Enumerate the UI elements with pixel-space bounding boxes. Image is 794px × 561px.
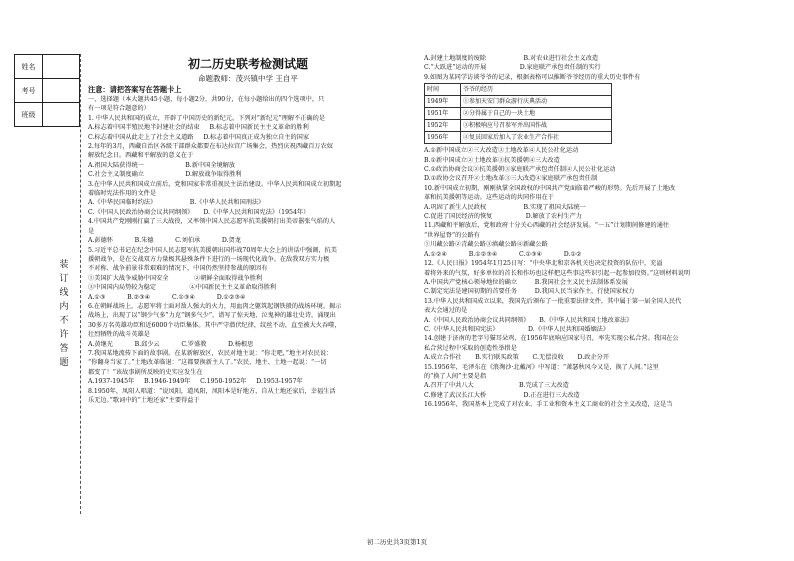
table-row <box>425 120 612 132</box>
field-label-name: 姓名 <box>15 55 43 79</box>
text-line: A.①③ B.②③④ C.①③④ D.①②③④ <box>88 293 246 301</box>
table-header-row <box>425 84 612 96</box>
text-line: C.标志着中国从此走上了社会主义道路 D.标志着中国真正成为独立自主的国家 <box>88 133 310 141</box>
text-line: 着将外来的气氛，好多单位的首长和作坊也这样把这些事这些识引起一起参加投资。”这则材料说明 <box>424 269 691 277</box>
text-line: 30多万名英雄功臣和近6000个功臣集体。其中严守潜伏纪律，纹丝不动，直至被大火吞噬， <box>88 321 341 329</box>
text-line: 表大会通过的是 <box>424 307 468 315</box>
text-line: 5.习近平总书记在纪念中国人民志愿军抗美援朝出国作战70周年大会上的讲话中强调，抗美 <box>88 246 337 254</box>
text-line: A.1937-1945年 B.1946-1949年 C.1950-1952年 D.1953-1957年 <box>88 378 303 386</box>
text-line: 壮烈牺牲的战斗英雄是 <box>88 331 150 339</box>
right-top-text <box>424 54 754 82</box>
page-footer: 初二历史共3页第1页 <box>366 538 428 546</box>
text-line: 解放纪念日。西藏和平解放的意义在于 <box>88 152 194 160</box>
text-line: 12.《人民日报》1954年1月25日写：“中央华北和京各机关也决定投资的队伍中，充溢 <box>424 260 663 268</box>
binding-char: 许 <box>59 330 69 340</box>
info-row-class <box>15 103 80 127</box>
right-question-text <box>424 146 754 409</box>
table-header-cell: 爷爷的经历 <box>461 84 612 96</box>
text-line: ③中国国内局势较为稳定 ④中国新民主主义革命取得胜利 <box>88 284 277 292</box>
table-cell-year: 1952年 <box>425 120 461 132</box>
field-label-class: 班级 <box>15 103 43 127</box>
text-line: A.①②④ B.①②③④ C.①③④ D.①② <box>424 250 582 258</box>
text-line: A.《中国人民政治协商会议共同纲领》 B.《中华人民共和国土地改革法》 <box>424 316 633 324</box>
table-row <box>425 108 612 120</box>
text-line: 16.1956年，我国基本上完成了对农业、手工业和资本主义工商业的社会主义改造，这是当 <box>424 401 673 409</box>
text-line: 9.如图为某同学访谈爷爷的记录，根据表格可以推断爷爷经历的重大历史事件有 <box>424 73 641 81</box>
text-line: A.《中华民国临时约法》 B.《中华人民共和国刑法》 <box>88 199 265 207</box>
text-line: 的“换了人间”主要是指 <box>424 372 487 380</box>
text-line: ①川藏公路②青藏公路③滇藏公路④新藏公路 <box>424 241 548 249</box>
binding-char: 线 <box>59 288 69 298</box>
text-line: A.召开了中共八大 B.完成了三大改造 <box>424 382 569 390</box>
text-line: 援朝战争，是在交战双方力量极其悬殊条件下进行的一场现代化战争。在敌我双方实力极 <box>88 255 330 263</box>
text-line: D.①政协会议召开②土地改革③三大改造④家庭联产承包责任制 <box>424 175 598 183</box>
info-row-id <box>15 79 80 103</box>
text-line: 6.在朝鲜战场上，志愿军将士面对敌人强大的火力，用血肉之躯筑起钢铁般的战场环境。揭示 <box>88 302 342 310</box>
binding-dashed-line <box>80 54 81 514</box>
text-line: 2.每年的3月，西藏自治区各级干部群众都要在布达拉宫广场集会，热烈庆祝西藏百万农奴 <box>88 143 333 151</box>
text-line: 有一项是符合题意的） <box>88 105 150 113</box>
table-cell-year: 1951年 <box>425 108 461 120</box>
table-cell-event: ②分得属于自己的一块土地 <box>461 108 612 120</box>
text-line: 革和抗美援朝等运动。这些运动的共同作用在于 <box>424 194 554 202</box>
binding-char: 不 <box>59 316 69 326</box>
binding-line-notice <box>58 258 70 370</box>
table-cell-event: ④复员回家后加入了农业生产合作社 <box>461 132 612 144</box>
text-line: 着临时宪法作用的文件是 <box>88 190 157 198</box>
field-box-class[interactable] <box>43 103 80 127</box>
table-cell-year: 1949年 <box>425 96 461 108</box>
text-line: 1. 中华人民共和国的成立，开辟了中国历史的新纪元。下列对“新纪元”理解不正确的是 <box>88 114 325 122</box>
field-box-id[interactable] <box>43 79 80 103</box>
text-line: C.《中华人民共和国宪法》 D.《中华人民共和国婚姻法》 <box>424 325 610 333</box>
text-line: A.彭德怀 B.朱德 C.刘伯承 D.贺龙 <box>88 237 241 245</box>
text-line: A.封建土地制度的废除 B.对农业进行社会主义改造 <box>424 55 599 62</box>
text-line: “世界屋脊”的公路有 <box>424 231 480 239</box>
exam-note: 注意：请把答案写在答题卡上 <box>88 85 182 94</box>
binding-char: 订 <box>59 274 69 284</box>
text-line: 乐无边。”歌词中的“土地还家”主要得益于 <box>88 397 200 404</box>
text-line: 不对称、战争前景非常艰难的情况下，中国仍然坚持参战的原因有 <box>88 265 268 273</box>
exam-title: 初二历史联考检测试题 <box>187 57 308 71</box>
exam-author: 命题教师：茂兴镇中学 王自平 <box>198 74 298 83</box>
table-row <box>425 132 612 144</box>
text-line: 14.创建于济南的老字号猫耳朵鸡，在1956年底响应国家号召，率先实现公私合营。我国在公 <box>424 335 679 343</box>
field-label-id: 考号 <box>15 79 43 103</box>
text-line: 7.我国某地流传下面的故事剧。在某新解放区，农民对地主说：“你走吧，”地主对农民说： <box>88 349 333 357</box>
text-line: 是 <box>88 227 95 235</box>
text-line: 都变了！”该故事剧所反映的史实应发生在 <box>88 368 203 376</box>
text-line: C.《中国人民政治协商会议共同纲领》 D.《中华人民共和国宪法》（1954年） <box>88 208 310 216</box>
binding-char: 题 <box>59 358 69 368</box>
table-cell-year: 1956年 <box>425 132 461 144</box>
text-line: A.成立合作社 B.实行联买政策 C.无偿没收 D.政企分开 <box>424 354 610 362</box>
grandpa-experience-table <box>424 83 612 144</box>
table-header-cell: 时间 <box>425 84 461 96</box>
text-line: “你翻身当家了。”土地改革临退：“这都要换新主人了。”农民、地主、土地一起说：“一切 <box>88 359 327 367</box>
left-question-text <box>88 95 408 405</box>
table-cell-event: ①参加天安门群众游行庆典活动 <box>461 96 612 108</box>
student-info-table <box>14 54 80 127</box>
text-line: 13.中华人民共和国成立以来，我国先后颁布了一批重要法律文件，其中属于第一届全国人民代 <box>424 297 682 305</box>
info-row-name <box>15 55 80 79</box>
text-line: 战场上，出现了以“钢少气多”力克“钢多气少”，谱写了惊天地、泣鬼神的雄壮史诗，涌现出 <box>88 312 336 320</box>
text-line: A.黄继光 B.邱少云 C.罗盛教 D.杨根思 <box>88 340 254 348</box>
text-line: B.①新中国成立②土地改革③抗美援朝④三大改造 <box>424 156 560 164</box>
right-column <box>424 54 754 410</box>
text-line: 3.在中华人民共和国成立前后，党和国家非常重视民主法治建设。中华人民共和国成立初期起 <box>88 180 342 188</box>
text-line: 10.新中国成立初期，刚刚执掌全国政权的中国共产党面临着严峻的形势。先后开展了土地改 <box>424 184 676 192</box>
text-line: 4.中国共产党刚刚打赢了三大战役，又率领中国人民志愿军抗美援朝打出美帝嚣张气焰的人 <box>88 218 336 226</box>
text-line: A.①新中国成立②三大改造③土地改革④人民公社化运动 <box>424 147 579 155</box>
text-line: C.社会主义制度确立 D.解放战争取得胜利 <box>88 171 242 179</box>
left-column <box>88 54 408 405</box>
text-line: 11.西藏和平解放后，党和政府十分关心西藏的社会经济发展。“一五”计划期间修建的通往 <box>424 222 670 230</box>
text-line: A.巩固了新生人民政权 B.实现了祖国大陆统一 <box>424 203 586 211</box>
binding-char: 答 <box>59 344 69 354</box>
field-box-name[interactable] <box>43 55 80 79</box>
table-row <box>425 96 612 108</box>
text-line: C.“大跃进”运动的开展 D.家庭联产承包责任制的实行 <box>424 64 601 72</box>
text-line: C.①政治协商会议②抗美援朝③家庭联产承包责任制④人民公社化运动 <box>424 166 616 174</box>
text-line: C.制定宪法是建国初期的首要任务 D.我国人民当家作主，行使国家权力 <box>424 288 635 296</box>
student-info-sidebar <box>0 0 84 561</box>
binding-char: 内 <box>59 302 69 312</box>
text-line: ①美国扩大战争威胁中国安全 ②朝鲜全面取得战争胜利 <box>88 274 263 282</box>
text-line: 15.1956年，毛泽东在《浪淘沙·北戴河》中写道：“萧瑟秋风今又是，换了人间。”这里 <box>424 363 659 371</box>
text-line: 一、选择题（本大题共45小题，每小题2分，共90分，在每小题给出的四个选项中，只 <box>88 96 325 103</box>
text-line: A.标志着中国半殖民地半封建社会的结束 B.标志着中国新民主主义革命的胜利 <box>88 124 309 132</box>
text-line: 私合营过程中采取的创造性举措是 <box>424 344 517 352</box>
table-cell-event: ③积极响应号召参军并出国作战 <box>461 120 612 132</box>
text-line: C.修建了武汉长江大桥 D.正在进行三大改造 <box>424 391 580 399</box>
text-line: 8.1950年，凤阳人唱道：“说凤阳，道凤阳，凤阳本是好地方，自从土地还家后，幸福生活 <box>88 387 336 395</box>
text-line: A.中国共产党核心领导地位的确立 B.我国社会主义民主法制体系发展 <box>424 278 628 286</box>
text-line: A.祖国大陆获得统一 B.新中国全境解放 <box>88 161 236 169</box>
text-line: C.促进了国民经济的恢复 D.解放了农村生产力 <box>424 213 582 221</box>
binding-char: 装 <box>59 260 69 270</box>
